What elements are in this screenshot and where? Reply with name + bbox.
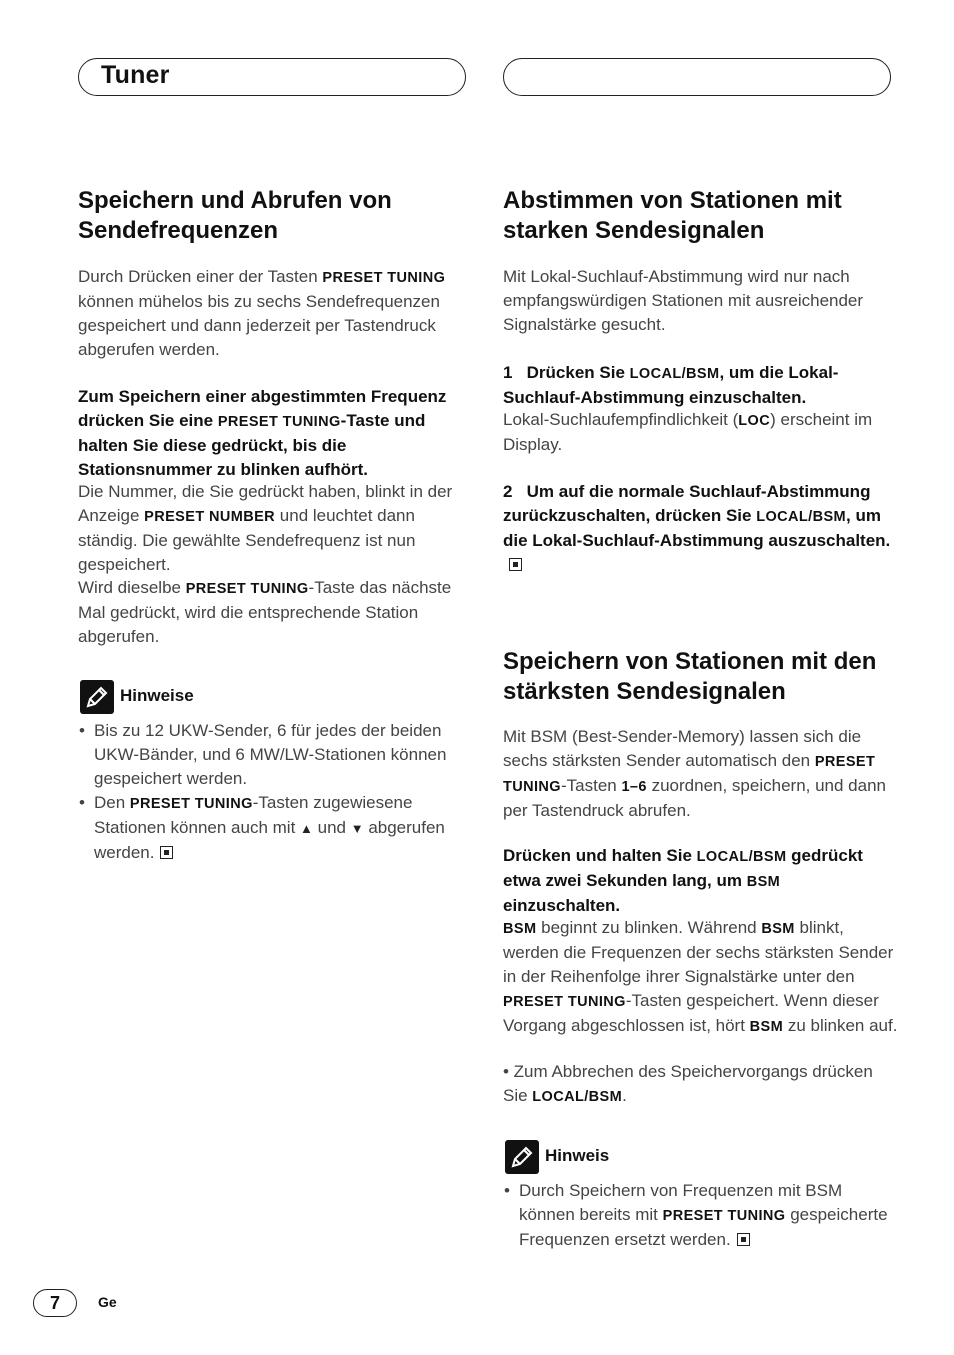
pencil-note-icon	[80, 680, 114, 714]
note-item: • Durch Speichern von Frequenzen mit BSM können bereits mit PRESET TUNING gespeicherte Frequenzen ersetzt werden.	[503, 1179, 898, 1252]
cancel-paragraph: • Zum Abbrechen des Speichervorgangs drücken Sie LOCAL/BSM.	[503, 1062, 873, 1105]
key-bsm: BSM	[761, 921, 795, 937]
language-code: Ge	[98, 1294, 117, 1310]
note-header	[503, 1140, 803, 1174]
key-preset-tuning: PRESET TUNING	[322, 270, 446, 286]
intro-paragraph: Durch Drücken einer der Tasten PRESET TUNING können mühelos bis zu sechs Sendefrequenzen gespeichert und dann jederzeit per Tastendruck abgerufen werden.	[78, 267, 446, 359]
key-bsm: BSM	[746, 874, 781, 890]
bsm-body: BSM beginnt zu blinken. Während BSM blinkt, werden die Frequenzen der sechs stärksten Sender in der Reihenfolge ihrer Signalstärke unter den PRESET TUNING-Tasten gespeichert. Wenn dieser Vorgang abgeschlossen ist, hört BSM zu blinken auf.	[503, 918, 898, 1035]
key-preset-tuning: PRESET TUNING	[129, 796, 253, 812]
key-range: 1–6	[621, 779, 647, 795]
key-preset-tuning: PRESET TUNING	[503, 754, 876, 795]
key-loc: LOC	[738, 413, 771, 429]
empty-header-box	[503, 58, 891, 96]
note-item: • Bis zu 12 UKW-Sender, 6 für jedes der beiden UKW-Bänder, und 6 MW/LW-Stationen können gespeichert werden.	[78, 719, 473, 791]
key-bsm: BSM	[503, 921, 537, 937]
step-2: 2 Um auf die normale Suchlauf-Abstimmung zurückzuschalten, drücken Sie LOCAL/BSM, um die Lokal-Suchlauf-Abstimmung auszuschalten.	[503, 480, 898, 577]
key-bsm: BSM	[749, 1019, 784, 1035]
key-local-bsm: LOCAL/BSM	[629, 366, 720, 382]
key-preset-tuning: PRESET TUNING	[662, 1208, 786, 1224]
page-number: 7	[33, 1289, 77, 1317]
up-arrow-icon: ▲	[300, 821, 313, 836]
key-local-bsm: LOCAL/BSM	[696, 849, 787, 865]
note-list	[503, 1179, 898, 1252]
key-local-bsm: LOCAL/BSM	[756, 509, 846, 525]
step-1: 1 Drücken Sie LOCAL/BSM, um die Lokal-Suchlauf-Abstimmung einzuschalten.	[503, 363, 839, 407]
instruction-bsm: Drücken und halten Sie LOCAL/BSM gedrückt etwa zwei Sekunden lang, um BSM einzuschalten.	[503, 846, 863, 915]
notes-list	[78, 719, 473, 865]
local-seek-intro: Mit Lokal-Suchlauf-Abstimmung wird nur nach empfangswürdigen Stationen mit ausreichender Signalstärke gesucht.	[503, 267, 864, 334]
note-title: Hinweis	[545, 1146, 610, 1165]
body-paragraph-1: Die Nummer, die Sie gedrückt haben, blinkt in der Anzeige PRESET NUMBER und leuchtet dann ständig. Die gewählte Sendefrequenz ist nun gespeichert.	[78, 482, 453, 574]
step-1-body: Lokal-Suchlaufempfindlichkeit (LOC) erscheint im Display.	[503, 410, 873, 454]
end-mark-icon	[160, 846, 173, 859]
pencil-note-icon	[505, 1140, 539, 1174]
key-preset-tuning: PRESET TUNING	[185, 581, 309, 597]
note-item: • Den PRESET TUNING-Tasten zugewiesene Stationen können auch mit ▲ und ▼ abgerufen werden.	[78, 791, 473, 865]
instruction-store: Zum Speichern einer abgestimmten Frequenz drücken Sie eine PRESET TUNING-Taste und halten Sie diese gedrückt, bis die Stationsnummer zu blinken aufhört.	[78, 387, 447, 479]
key-local-bsm: LOCAL/BSM	[532, 1089, 623, 1105]
section-header	[78, 58, 466, 96]
section-title: Tuner	[101, 61, 170, 89]
notes-header	[78, 680, 378, 714]
heading-local-seek: Abstimmen von Stationen mit starken Sendesignalen	[503, 187, 842, 244]
down-arrow-icon: ▼	[350, 821, 364, 836]
key-preset-tuning: PRESET TUNING	[217, 414, 341, 430]
end-mark-icon	[737, 1233, 750, 1246]
heading-store-recall: Speichern und Abrufen von Sendefrequenzen	[78, 187, 392, 244]
notes-title: Hinweise	[120, 686, 194, 705]
end-mark-icon	[509, 558, 522, 571]
bsm-intro: Mit BSM (Best-Sender-Memory) lassen sich die sechs stärksten Sender automatisch den PRESET TUNING-Tasten 1–6 zuordnen, speichern, und dann per Tastendruck abrufen.	[503, 727, 886, 820]
key-preset-number: PRESET NUMBER	[144, 509, 276, 525]
body-paragraph-2: Wird dieselbe PRESET TUNING-Taste das nächste Mal gedrückt, wird die entsprechende Station abgerufen.	[78, 578, 452, 646]
key-preset-tuning: PRESET TUNING	[503, 994, 626, 1010]
heading-bsm: Speichern von Stationen mit den stärksten Sendesignalen	[503, 648, 877, 705]
